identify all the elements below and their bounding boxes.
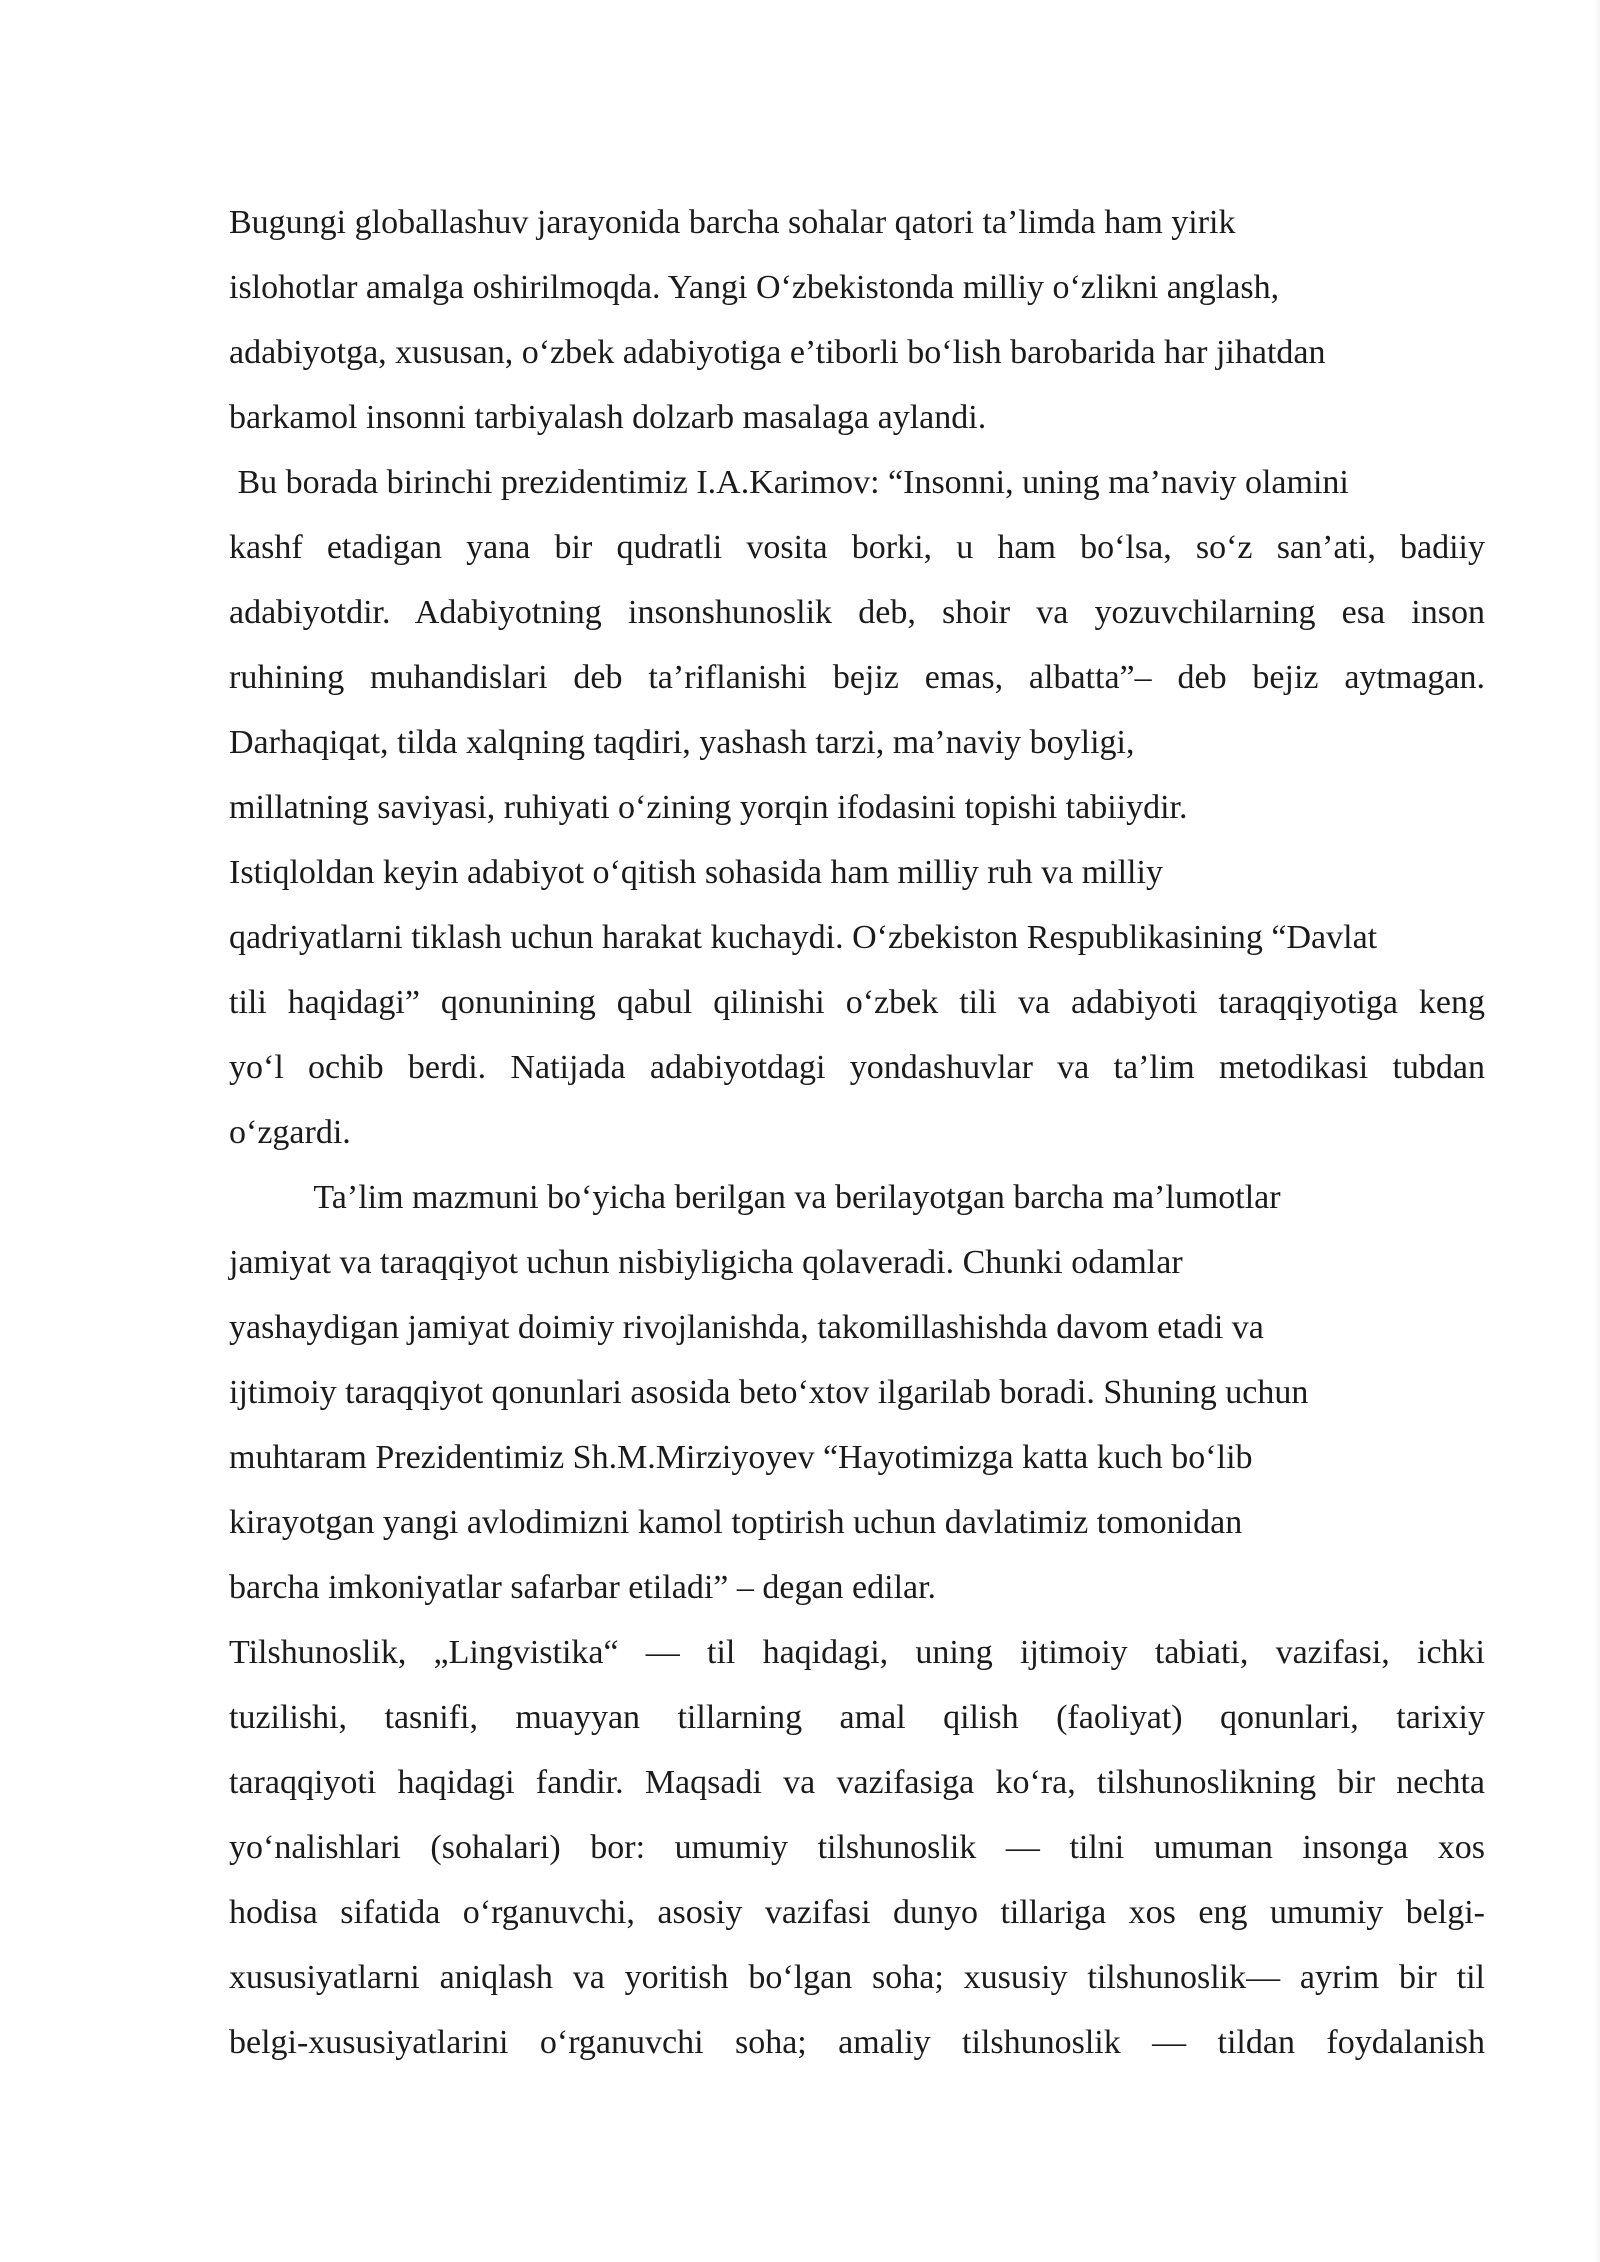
text-line: adabiyotga, xususan, o‘zbek adabiyotiga e’tiborli bo‘lish barobarida har jihatdan (229, 334, 1326, 371)
text-line: barkamol insonni tarbiyalash dolzarb masalaga aylandi. (229, 399, 987, 436)
page-edge-shadow (1594, 0, 1600, 2262)
text-line: kashf etadigan yana bir qudratli vosita borki, u ham bo‘lsa, so‘z san’ati, badiiy (229, 529, 1485, 566)
text-line: taraqqiyoti haqidagi fandir. Maqsadi va vazifasiga ko‘ra, tilshunoslikning bir nechta (229, 1764, 1485, 1801)
text-line: Ta’lim mazmuni bo‘yicha berilgan va berilayotgan barcha ma’lumotlar (229, 1179, 1281, 1216)
text-line: Istiqloldan keyin adabiyot o‘qitish sohasida ham milliy ruh va milliy (229, 854, 1163, 891)
text-line: millatning saviyasi, ruhiyati o‘zining yorqin ifodasini topishi tabiiydir. (229, 789, 1188, 826)
text-line: qadriyatlarni tiklash uchun harakat kuchaydi. O‘zbekiston Respublikasining “Davlat (229, 919, 1378, 956)
text-line: yo‘nalishlari (sohalari) bor: umumiy tilshunoslik — tilni umuman insonga xos (229, 1829, 1485, 1866)
text-line: belgi-xususiyatlarini o‘rganuvchi soha; amaliy tilshunoslik — tildan foydalanish (229, 2024, 1485, 2061)
text-line: ruhining muhandislari deb ta’riflanishi bejiz emas, albatta”– deb bejiz aytmagan. (229, 659, 1485, 696)
text-line: xususiyatlarni aniqlash va yoritish bo‘lgan soha; xususiy tilshunoslik— ayrim bir til (229, 1959, 1485, 1996)
text-line: tuzilishi, tasnifi, muayyan tillarning amal qilish (faoliyat) qonunlari, tarixiy (229, 1699, 1485, 1736)
text-line: Tilshunoslik, „Lingvistika“ — til haqidagi, uning ijtimoiy tabiati, vazifasi, ichki (229, 1634, 1485, 1671)
text-line: jamiyat va taraqqiyot uchun nisbiyligicha qolaveradi. Chunki odamlar (229, 1244, 1183, 1281)
text-line: adabiyotdir. Adabiyotning insonshunoslik deb, shoir va yozuvchilarning esa inson (229, 594, 1485, 631)
text-line: ijtimoiy taraqqiyot qonunlari asosida beto‘xtov ilgarilab boradi. Shuning uchun (229, 1374, 1309, 1411)
document-body (229, 190, 1485, 2075)
text-line: Darhaqiqat, tilda xalqning taqdiri, yashash tarzi, ma’naviy boyligi, (229, 724, 1135, 761)
text-line: yo‘l ochib berdi. Natijada adabiyotdagi yondashuvlar va ta’lim metodikasi tubdan (229, 1049, 1485, 1086)
text-line: Bugungi globallashuv jarayonida barcha sohalar qatori ta’limda ham yirik (229, 204, 1236, 241)
text-line: hodisa sifatida o‘rganuvchi, asosiy vazifasi dunyo tillariga xos eng umumiy belgi- (229, 1894, 1485, 1931)
text-line: muhtaram Prezidentimiz Sh.M.Mirziyoyev “Hayotimizga katta kuch bo‘lib (229, 1439, 1253, 1476)
text-line: Bu borada birinchi prezidentimiz I.A.Karimov: “Insonni, uning ma’naviy olamini (229, 464, 1349, 501)
text-line: kirayotgan yangi avlodimizni kamol toptirish uchun davlatimiz tomonidan (229, 1504, 1243, 1541)
text-line: islohotlar amalga oshirilmoqda. Yangi O‘zbekistonda milliy o‘zlikni anglash, (229, 269, 1280, 306)
text-line: barcha imkoniyatlar safarbar etiladi” – degan edilar. (229, 1569, 937, 1606)
text-line: o‘zgardi. (229, 1114, 351, 1151)
text-line: tili haqidagi” qonunining qabul qilinishi o‘zbek tili va adabiyoti taraqqiyotiga keng (229, 984, 1485, 1021)
text-line: yashaydigan jamiyat doimiy rivojlanishda, takomillashishda davom etadi va (229, 1309, 1264, 1346)
